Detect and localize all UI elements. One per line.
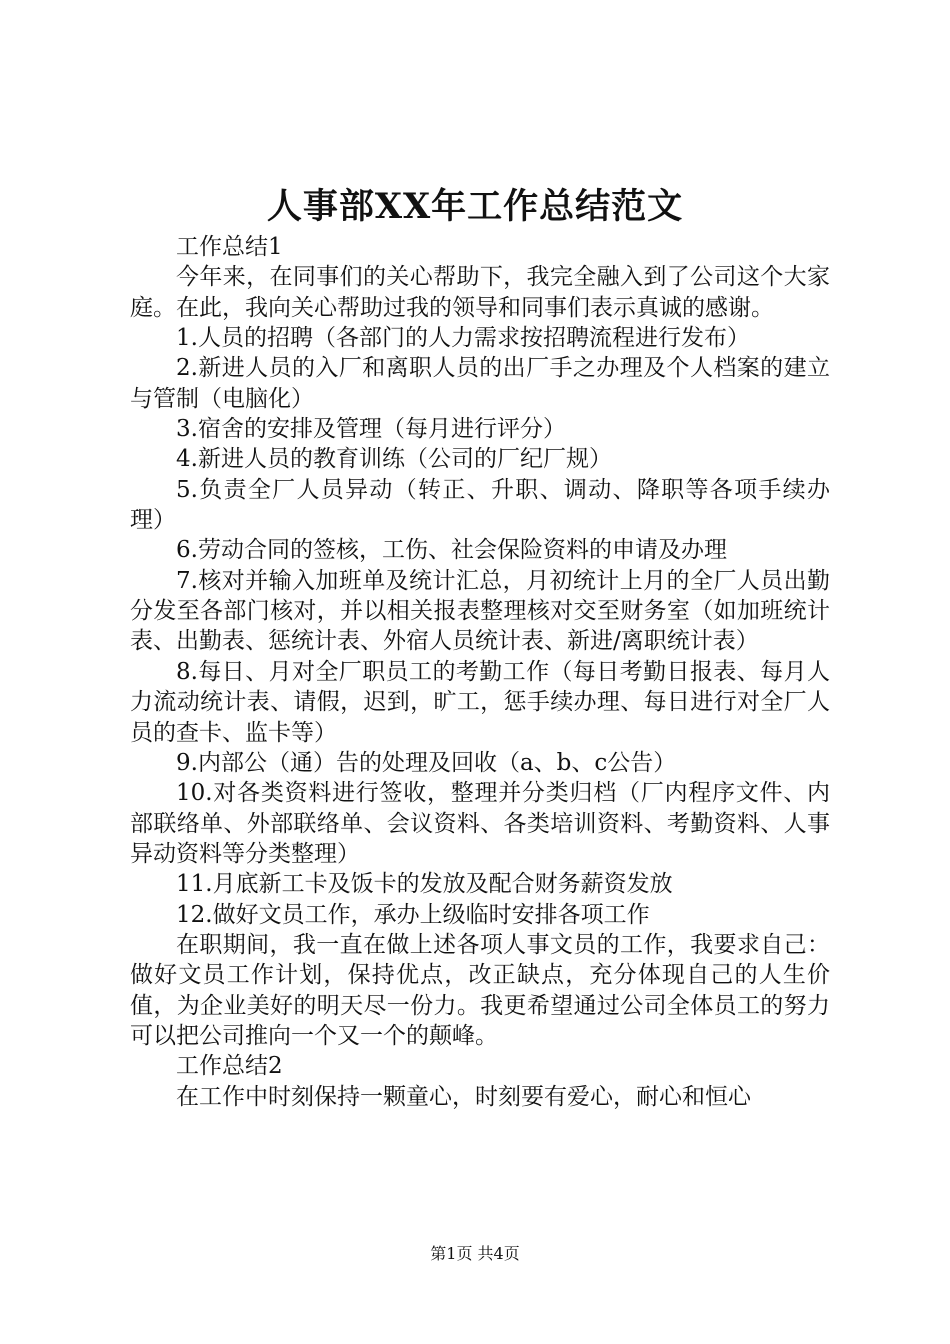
paragraph: 今年来，在同事们的关心帮助下，我完全融入到了公司这个大家庭。在此，我向关心帮助过我的领导和同事们表示真诚的感谢。 — [130, 264, 830, 321]
list-item: 4.新进人员的教育训练（公司的厂纪厂规） — [176, 446, 612, 473]
paragraph: 在工作中时刻保持一颗童心，时刻要有爱心，耐心和恒心 — [176, 1083, 751, 1110]
list-item: 7.核对并输入加班单及统计汇总，月初统计上月的全厂人员出勤分发至各部门核对，并以相关报表整理核对交至财务室（如加班统计表、出勤表、惩统计表、外宿人员统计表、新进/离职统计表） — [130, 567, 830, 655]
list-item: 9.内部公（通）告的处理及回收（a、b、c公告） — [176, 749, 677, 776]
list-item: 8.每日、月对全厂职员工的考勤工作（每日考勤日报表、每月人力流动统计表、请假，迟到，旷工，惩手续办理、每日进行对全厂人员的查卡、监卡等） — [130, 658, 830, 746]
list-item: 10.对各类资料进行签收，整理并分类归档（厂内程序文件、内部联络单、外部联络单、会议资料、各类培训资料、考勤资料、人事异动资料等分类整理） — [130, 780, 830, 867]
page-footer: 第1页 共4页 — [430, 1244, 520, 1263]
list-item: 2.新进人员的入厂和离职人员的出厂手之办理及个人档案的建立与管制（电脑化） — [130, 355, 830, 412]
paragraph: 在职期间，我一直在做上述各项人事文员的工作，我要求自己：做好文员工作计划，保持优点，改正缺点，充分体现自己的人生价值，为企业美好的明天尽一份力。我更希望通过公司全体员工的努力可以把公司推向一个又一个的颠峰。 — [130, 931, 830, 1049]
list-item: 11.月底新工卡及饭卡的发放及配合财务薪资发放 — [176, 871, 673, 898]
list-item: 1.人员的招聘（各部门的人力需求按招聘流程进行发布） — [176, 325, 750, 352]
list-item: 3.宿舍的安排及管理（每月进行评分） — [176, 416, 566, 443]
list-item: 5.负责全厂人员异动（转正、升职、调动、降职等各项手续办理） — [130, 476, 830, 534]
section-heading: 工作总结1 — [176, 234, 283, 260]
list-item: 6.劳动合同的签核，工伤、社会保险资料的申请及办理 — [176, 537, 727, 564]
list-item: 12.做好文员工作，承办上级临时安排各项工作 — [176, 901, 650, 928]
document-title: 人事部XX年工作总结范文 — [266, 186, 684, 227]
section-heading: 工作总结2 — [176, 1053, 283, 1080]
document-body — [130, 232, 830, 1112]
